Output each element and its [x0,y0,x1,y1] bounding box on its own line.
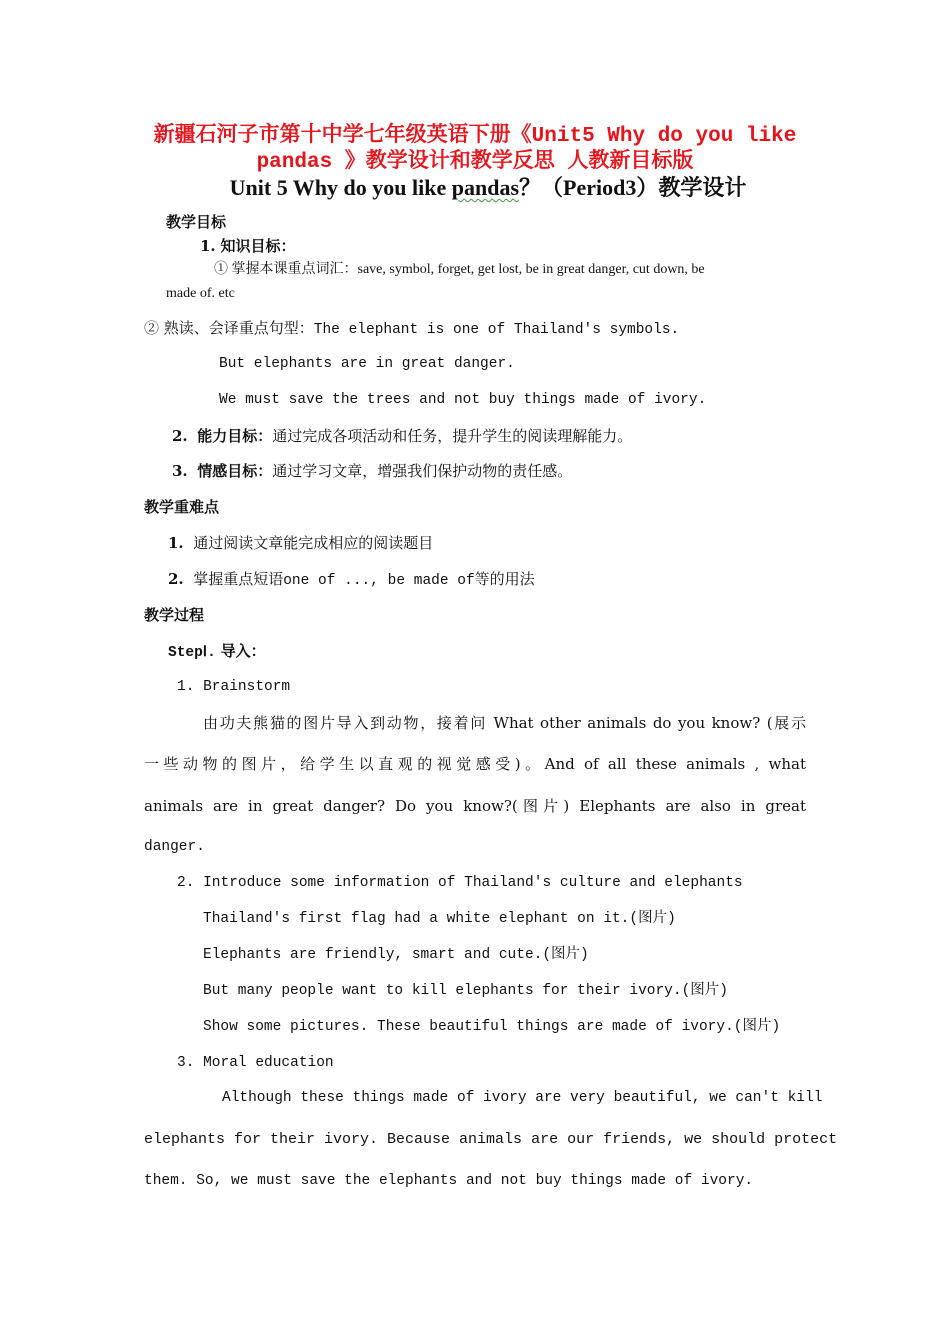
item-1-line-1: 由功夫熊猫的图片导入到动物，接着问 What other animals do you know? (展示 [203,714,806,732]
knowledge-vocab-line: ① 掌握本课重点词汇：save, symbol, forget, get lost, be in great danger, cut down, be [214,262,705,277]
item-2-title: 2. Introduce some information of Thailand's culture and elephants [177,875,743,891]
ability-label: 能力目标： [197,427,273,445]
keypoint-2-number: 2. [168,570,184,588]
keypoint-1-number: 1. [168,534,184,552]
ability-number: 2. [172,427,188,445]
item-2-line-1: Thailand's first flag had a white elephant on it.(图片) [203,911,676,927]
keypoint-2-text-a: 掌握重点短语 [193,570,284,588]
item-3-line-3: them. So, we must save the elephants and not buy things made of ivory. [144,1173,754,1189]
step-1-title: 导入： [220,642,266,660]
keypoint-2 [168,569,535,591]
lesson-subtitle [0,174,950,202]
knowledge-label: 知识目标： [220,237,296,255]
subtitle-text-a: Unit 5 Why do you like [229,175,452,200]
item-3-title: 3. Moral education [177,1055,334,1071]
emotion-label: 情感目标： [197,462,273,480]
ability-objective [172,426,632,446]
knowledge-number: 1. [200,237,216,255]
subtitle-text-b: ？（Period3）教学设计 [519,175,747,200]
knowledge-objective [200,236,295,256]
step-1-label: StepⅠ. [168,645,216,661]
emotion-text: 通过学习文章，增强我们保护动物的责任感。 [272,462,573,480]
keypoints-heading: 教学重难点 [144,498,220,516]
item-3-line-2: elephants for their ivory. Because animals are our friends, we should protect [144,1131,838,1148]
sentence-2: But elephants are in great danger. [219,356,515,372]
keypoint-2-phrases: one of ..., be made of [283,573,475,589]
step-1-heading [168,641,266,663]
item-1-line-3: animals are in great danger? Do you know?(图片) Elephants are also in great [144,797,806,815]
document-title-line-1: 新疆石河子市第十中学七年级英语下册《Unit5 Why do you like [153,125,797,148]
item-1-title: 1. Brainstorm [177,679,291,695]
item-1-line-4: danger. [144,839,205,855]
keypoint-2-text-c: 等的用法 [474,570,535,588]
document-title-line-2: pandas 》教学设计和教学反思 人教新目标版 [256,151,694,174]
emotion-objective [172,461,572,481]
keypoint-1 [168,533,433,553]
item-2-line-4: Show some pictures. These beautiful things are made of ivory.(图片) [203,1019,781,1035]
item-2-line-2: Elephants are friendly, smart and cute.(图片) [203,947,589,963]
item-3-line-1: Although these things made of ivory are very beautiful, we can't kill [222,1090,823,1106]
item-1-line-2: 一些动物的图片，给学生以直观的视觉感受)。And of all these animals , what [144,755,806,773]
process-heading: 教学过程 [144,606,205,624]
keypoint-1-text: 通过阅读文章能完成相应的阅读题目 [193,534,434,552]
knowledge-vocab-cont: made of. etc [166,286,235,301]
objectives-heading: 教学目标 [166,213,227,231]
ability-text: 通过完成各项活动和任务，提升学生的阅读理解能力。 [272,427,633,445]
sentence-objective [144,318,679,340]
item-2-line-3: But many people want to kill elephants for their ivory.(图片) [203,983,728,999]
sentence-3: We must save the trees and not buy things made of ivory. [219,392,707,408]
sentence-label: ② 熟读、会译重点句型： [144,319,314,337]
emotion-number: 3. [172,462,188,480]
subtitle-pandas: pandas [451,175,520,200]
sentence-1: The elephant is one of Thailand's symbols. [313,322,680,338]
